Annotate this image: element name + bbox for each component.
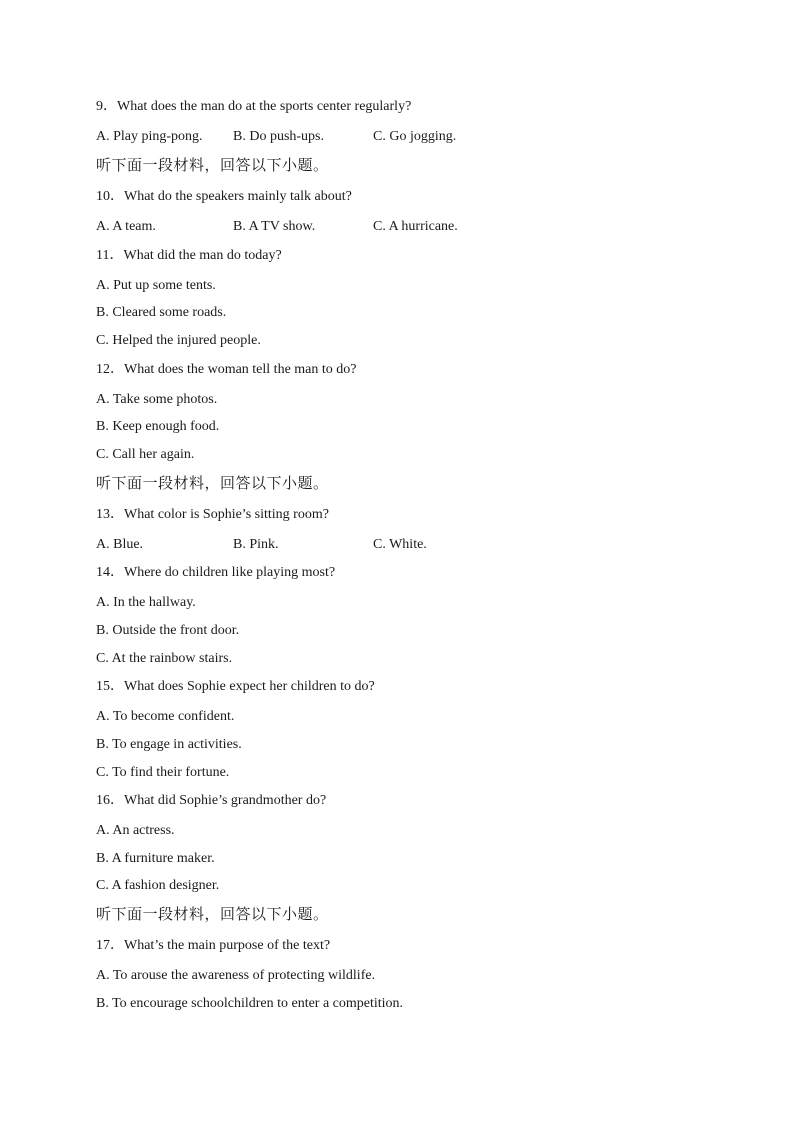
listening-instruction: 听下面一段材料，回答以下小题。 — [96, 905, 329, 923]
question-9-options — [96, 128, 696, 146]
question-16: 16．What did Sophie’s grandmother do? — [96, 793, 327, 808]
option-c: C. A hurricane. — [373, 219, 458, 234]
option-b: B. A furniture maker. — [96, 851, 215, 866]
option-b: B. To engage in activities. — [96, 737, 242, 752]
question-14: 14．Where do children like playing most? — [96, 565, 336, 580]
option-b: B. To encourage schoolchildren to enter a competition. — [96, 996, 404, 1011]
option-b: B. A TV show. — [233, 219, 316, 234]
option-c: C. To find their fortune. — [96, 765, 230, 780]
option-b: B. Outside the front door. — [96, 623, 240, 638]
option-c: C. Call her again. — [96, 447, 195, 462]
option-b: B. Do push-ups. — [233, 129, 325, 144]
question-13: 13．What color is Sophie’s sitting room? — [96, 507, 329, 522]
option-a: A. Take some photos. — [96, 392, 218, 407]
option-a: A. In the hallway. — [96, 595, 196, 610]
option-c: C. White. — [373, 537, 427, 552]
question-9: 9．What does the man do at the sports center regularly? — [96, 99, 412, 114]
option-a: A. Put up some tents. — [96, 278, 216, 293]
question-10: 10．What do the speakers mainly talk about? — [96, 189, 352, 204]
option-c: C. Helped the injured people. — [96, 333, 261, 348]
option-a: A. An actress. — [96, 823, 175, 838]
question-11: 11．What did the man do today? — [96, 248, 282, 263]
option-b: B. Pink. — [233, 537, 279, 552]
option-a: A. Blue. — [96, 537, 144, 552]
option-b: B. Cleared some roads. — [96, 305, 227, 320]
question-10-options — [96, 218, 696, 236]
question-15: 15．What does Sophie expect her children to do? — [96, 679, 375, 694]
option-c: C. At the rainbow stairs. — [96, 651, 233, 666]
listening-instruction: 听下面一段材料，回答以下小题。 — [96, 156, 329, 174]
question-17: 17．What’s the main purpose of the text? — [96, 938, 331, 953]
listening-instruction: 听下面一段材料，回答以下小题。 — [96, 474, 329, 492]
question-12: 12．What does the woman tell the man to do? — [96, 362, 357, 377]
option-c: C. Go jogging. — [373, 129, 457, 144]
option-a: A. To become confident. — [96, 709, 235, 724]
option-b: B. Keep enough food. — [96, 419, 220, 434]
option-a: A. Play ping-pong. — [96, 129, 203, 144]
option-a: A. To arouse the awareness of protecting wildlife. — [96, 968, 376, 983]
option-a: A. A team. — [96, 219, 156, 234]
question-13-options — [96, 536, 696, 554]
option-c: C. A fashion designer. — [96, 878, 220, 893]
